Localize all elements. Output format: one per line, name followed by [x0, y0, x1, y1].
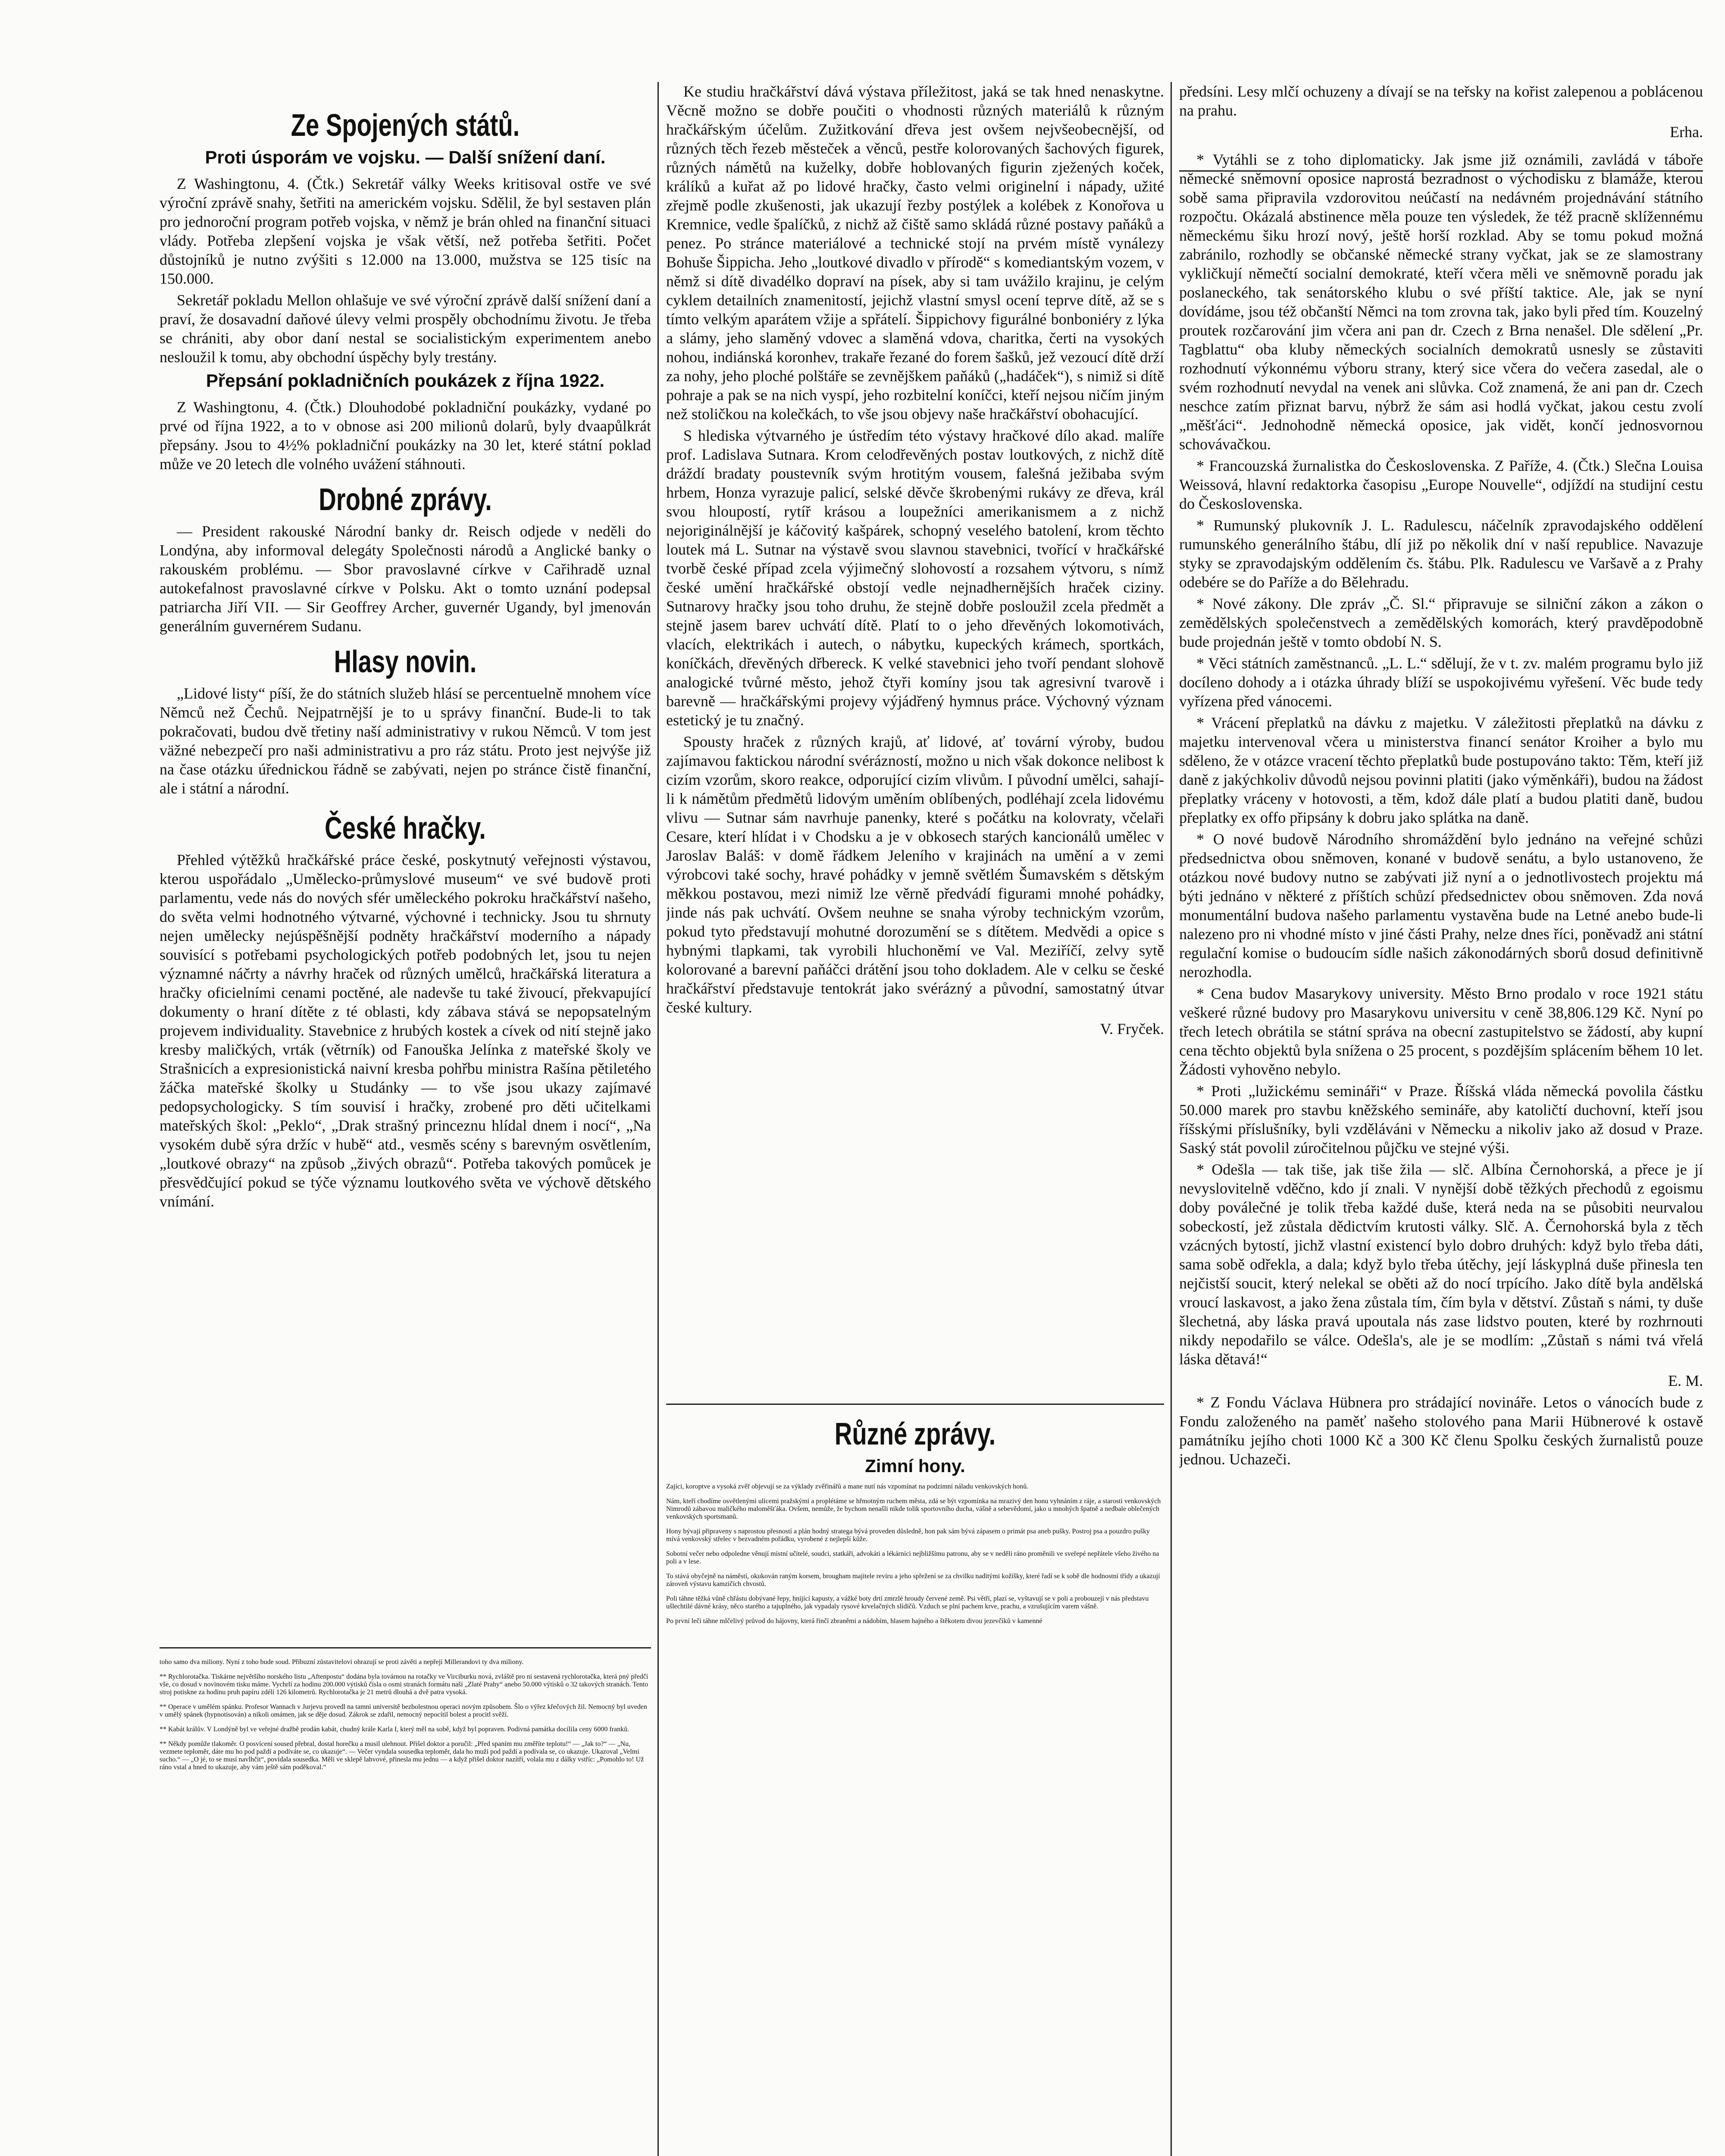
article-paragraph: ** Operace v umělém spánku. Profesor Wannach v Jurjevu provedl na tamní universitě bezbolestnou operaci novým způsobem. Šlo o výřez křečových žil. Nemocný byl uveden v umělý spánek (hypnotisován) a nikoli omámen, jak se děje dosud. Zákrok se zdařil, nemocný nepocítil bolest a procitl svěží.	[160, 1703, 647, 1718]
article-title-ruzne: Různé zprávy.	[834, 1417, 996, 1451]
article-paragraph: ** Rychlorotačka. Tiskárne největšího norského listu „Aftenpostu“ dodána byla továrnou na rotačky ve Virciburku nová, zvláště pro ni sestavená rychlorotačka, která pný předčí vše, co dosud v novinovém tisku máme. Vychrlí za hodinu 200.000 výtisků čísla o osmi stranách formátu naší „Zlaté Prahy“ anebo 50.000 výtisků o 32 takových stranách. Tento stroj potiskne za hodinu pruh papíru zdélí 126 kilometrů. Rychlorotačka je 21 metrů dlouhá a dvě patra vysoká.	[160, 1673, 648, 1696]
article-subtitle-prepsani: Přepsání pokladničních poukázek z října 1922.	[206, 370, 605, 391]
article-paragraph: * Odešla — tak tiše, jak tiše žila — slč. Albína Černohorská, a přece je jí nevyslovitelně vděčno, kdo jí znali. V nynější době těžkých přechodů z egoismu doby poválečné je tolik třeba každé duše, která neda na se působiti neurvalou sobeckostí, jež zůstala dědictvím krutosti války. Slč. A. Černohorská byla z těch vzácných bytostí, jichž vlastní existencí bylo dobro druhých: když bylo třeba dáti, sama sobě odřekla, a dala; když bylo třeba útěchy, její láskyplná duše přinesla ten nejčistší soucit, který nelekal se oběti až do nocí trpícího. Jako dítě byla andělská vroucí laskavost, a jako žena zůstala tím, čím byla v dětství. Zůstaň s námi, ty duše šlechetná, aby láska pravá upoutala nás zase lidstvo pouten, které by rozhrnouti nikdy nepodařilo se válce. Odešla's, ale je se modlím: „Zůstaň s námi tvá vřelá láska dětavá!“	[1179, 1161, 1703, 1368]
article-paragraph: předsíni. Lesy mlčí ochuzeny a dívají se na teřsky na kořist zalepenou a poblácenou na prahu.	[1179, 83, 1703, 119]
section-rule-col1	[160, 1647, 651, 1648]
article-paragraph: Sekretář pokladu Mellon ohlašuje ve své výroční zprávě další snížení daní a praví, že dosavadní daňové úlevy velmi prospěly obchodnímu životu. Je třeba se chrániti, aby obor daní nestal se socialistickým experimentem anebo nesloužil k tomu, aby obchodní úspěchy byly trestány.	[160, 291, 651, 366]
article-paragraph: Zajíci, koroptve a vysoká zvěř objevují se za výklady zvěřinářů a mane nutí nás vzpomínat na podzimní náladu venkovských honů.	[666, 1483, 1029, 1490]
article-paragraph: Po první leči táhne mlčelivý průvod do hájovny, která řinčí zbraněmi a nádobím, hlasem hajného a štěkotem divou jezevčíků v kamenné	[666, 1617, 1043, 1625]
article-paragraph: Ke studiu hračkářství dává výstava příležitost, jaká se tak hned nenaskytne. Věcně možno se dobře poučiti o vhodnosti různých materiálů k různým hračkářským účelům. Zužitkování dřeva jest ovšem nejvšeobecnější, od různých těch řezeb městeček a věnců, pestře kolorovaných šachových figurek, různých námětů na kuželky, dobře hoblovaných figurin zježených koček, králíků a kuřat až po lidové hračky, často velmi originelní i nápady, užité zřejmě podle zkušenosti, jak ukazují řezby postýlek a kolébek z Konořova u Kremnice, vedle špalíčků, z nichž až čiště samo skládá různé postavy paňáků a penez. Po stránce materiálové a technické stojí na prvém místě vynálezy Bohuše Šippicha. Jeho „loutkové divadlo v přírodě“ s komediantským vozem, v němž si dítě divadélko dopraví na písek, aby si tam uvážilo krajinu, je celým cyklem detailních znamenitostí, jejichž vlastní smysl ocení teprve dítě, až se s tímto velkým aparátem vžije a spřátelí. Šippichovy figurálné bonboniéry z lýka a slámy, jeho slaměný vdovec a slaměná vdova, charitka, čerti na vysokých nohou, indiánská koronhev, trakaře řezané do forem šašků, jež vezoucí dítě drží za nohy, jeho ploché polštáře se zevnějškem paňáků („hadáček“), s nimiž si dítě pohraje a pak se na nich vyspí, jeho rozbitelní koníčci, kteří nejsou ničím jiným než stoličkou na kolečkách, to vše jsou objevy naše hračkářství obohacující.	[666, 83, 1164, 423]
article-paragraph: * Rumunský plukovník J. L. Radulescu, náčelník zpravodajského oddělení rumunského generálního štábu, dlí již po několik dní v naší republice. Navazuje styky se zpravodajským oddělením čs. štábu. Plk. Radulescu ve Varšavě a z Prahy odebére se do Paříže a do Bělehradu.	[1179, 517, 1703, 591]
article-paragraph: * Cena budov Masarykovy university. Město Brno prodalo v roce 1921 státu veškeré různé budovy pro Masarykovu universitu v ceně 38,806.129 Kč. Nyní po třech letech obrátila se státní správa na obecní zastupitelstvo se žádostí, aby kupní cena těchto objektů byla snížena o 25 procent, s pozdějším splácením během 10 let. Žádosti vyhověno nebylo.	[1179, 985, 1703, 1078]
article-title-spojene-staty: Ze Spojených států.	[291, 108, 520, 143]
column-2	[666, 82, 1164, 1393]
article-paragraph: Poli táhne těžká vůně chřástu dobývané řepy, hnijící kapusty, a vážké boty drtí zmrzlé hroudy červené země. Psi větří, plazí se, vyštavují se v poli a probouzejí v nás představu ušlechtilé dávné krásy, něco starého a tajuplného, jak vypadaly rysové krvelačných slídičů. Vzduch se plní pachem krve, prachu, a vzrušujícím varem vášně.	[666, 1595, 1149, 1610]
article-paragraph: Nám, kteří chodíme osvětlenými ulicemi pražskými a proplétáme se hřmotným ruchem města, zdá se být vzpomínka na mrazivý den honu vyhnáním z ráje, a starosti venkovských Nimrodů zábavou maličkého maloměšťáka. Ovšem, nemůže, že bychom nenašli nikde tolik sportovního ducha, vášně a sebevědomí, jako u mnohých špatně a nedbale oblečených venkovských sportsmanů.	[666, 1498, 1161, 1520]
article-signature: V. Fryček.	[1100, 1020, 1164, 1037]
column-3	[1179, 82, 1703, 2156]
article-paragraph: ** Někdy pomůže tlakoměr. O posvícení soused přebral, dostal horečku a musil ulehnout. Přišel doktor a poručil: „Před spaním mu změříte teplotu!“ — „Jak to?“ — „Nu, vezmete teploměr, dáte mu ho pod paždí a podíváte se, co ukazuje“. — Večer vyndala sousedka teploměr, dala ho muži pod paždí a podívala se, co ukazuje. Ukazoval „Velmi sucho.“ — „O jé, to se musí navlhčit“, povídala sousedka. Měli ve sklepě lahvové, přinesla mu jednu — a když přišel doktor nazítří, volala mu z dálky vstříc: „Pomohlo to! Už ráno vstal a hned to ukazuje, aby vám ještě sám poděkoval.“	[160, 1740, 644, 1771]
article-paragraph: toho samo dva miliony. Nyní z toho bude soud. Příbuzní zůstavitelovi ohrazují se proti závěti a nepřejí Millerandovi ty dva miliony.	[160, 1658, 524, 1666]
article-paragraph: ** Kabát králův. V Londýně byl ve veřejné dražbě prodán kabát, chudný krále Karla I, který měl na sobě, když byl popraven. Podivná památka docílila ceny 6000 franků.	[160, 1726, 629, 1733]
article-title-hlasy: Hlasy novin.	[334, 645, 477, 679]
article-paragraph: * Proti „lužickému semináři“ v Praze. Říšská vláda německá povolila částku 50.000 marek pro stavbu kněžského semináře, aby katoličtí duchovní, kteří jsou říšskými příslušníky, byli vzděláváni v Německu a nikoliv jako až dosud v Praze. Saský stát povolil zúročitelnou půjčku ve stejné výši.	[1179, 1082, 1703, 1156]
article-paragraph: Hony bývají připraveny s naprostou přesností a plán hodný stratega bývá proveden důsledně, hon pak sám bývá zápasem o primát psa aneb pušky. Postroj psa a pouzdro pušky mívá venkovský střelec v bezvadném pořádku, vyrobené z nejlepší kůže.	[666, 1528, 1150, 1543]
article-signature: Erha.	[1670, 123, 1703, 141]
column-rule-2	[1171, 82, 1172, 2156]
article-paragraph: Spousty hraček z různých krajů, ať lidové, ať tovární výroby, budou zajímavou faktickou národní svérázností, možno u nich však dokonce nelibost k cizím vzorům, skoro reakce, odporující cizím vlivům. I původní umělci, sahají-li k námětům předmětů lidovým uměním oblíbených, podléhají zcela lidovému vlivu — Sutnar sám navrhuje panenky, které s počátku na kolovraty, včelaři Cesare, kterí hlídat i v Chodsku a je v obkosech starých kancionálů umělec v Jaroslav Baláš: v domě řádkem Jeleního v krajinách na umění a v zemi výrobcovi také sochy, hravé pohádky v jemně světlém Šumavském s dětským měkkou postavou, mezi nimiž lze věrně předvádí figurami mnohé pohádky, jinde nás pak uchvátí. Ovšem neuhne se snaha výroby technickým vzorům, pokud tyto představují mohutné dorozumění se s dítětem. Medvědi a opice s hybnými tlapkami, tak vyrobili hluchoněmí ve Val. Meziříčí, zelvy sytě kolorované a barevní paňáčci drátění jsou toho dokladem. Ale v celku se české hračkářství představuje tentokrát jako svérázný a původní, samostatný útvar české kultury.	[666, 733, 1164, 1016]
article-paragraph: * Vytáhli se z toho diplomaticky. Jak jsme již oznámili, zavládá v táboře německé sněmovní oposice naprostá bezradnost o východisku z blamáže, kterou sobě sama připravila vzdorovitou neúčastí na nedávném projednávání státního rozpočtu. Okázalá abstinence měla pouze ten výsledek, že též pracně sklížennému německému šiku hrozí nový, ještě horší rozklad. Aby se tomu pokud možná zabránilo, rozhodly se občanské německé strany vyčkat, jak se ze slamostrany vykličkují němečtí socialní demokraté, kteří včera měli ve sněmovně poradu jak poslaneckého, tak senátorského klubu o své příští taktice. Ale, jak se nyní dovídáme, jsou též občanští Němci na tom zrovna tak, jako byli před tím. Kouzelný proutek rozčarování jim včera ani pan dr. Czech z Brna nenašel. Dle sdělení „Pr. Tagblattu“ oba kluby německých socialních demokratů usnesly se zůstaviti rozhodnutí výkonnému výboru strany, který sice včera do večera zasedal, ale o svém rozhodnutí nevydal na venek ani slůvka. Což znamená, že ani pan dr. Czech neschce zatím přiznat barvu, nýbrž že sám asi hodlá vyčkat, jakou cestu zvolí „měšťáci“. Jednohodně německá oposice, jak vidět, končí jednosvornou schovávačkou.	[1179, 151, 1703, 453]
article-paragraph: Sobotní večer nebo odpoledne věnují místní učitelé, soudci, statkáři, advokáti a lékárníci nejbližšímu patronu, aby se v neděli ráno proměnili ve sveřepé nepřátele všeho živého na poli a v lese.	[666, 1550, 1159, 1565]
article-paragraph: * O nové budově Národního shromáždění bylo jednáno na veřejné schůzi předsednictva obou sněmoven, konané v budově senátu, a bylo ustanoveno, že otázkou nové budovy nutno se zabývati již nyní a o jednotlivostech projektu má býti jednáno v některé z příštích schůzí předsednictev obou sněmoven. Zda nová monumentální budova našeho parlamentu vystavěna bude na Letné anebo bude-li nalezeno pro ni vhodné místo v jiné části Prahy, nelze dnes říci, poněvadž ani státní regulační komise o budoucím sídle našich zákonodárných sborů dosud definitivně nerozhodla.	[1179, 830, 1703, 981]
column-1-bottom	[160, 1651, 651, 2156]
article-paragraph: * Věci státních zaměstnanců. „L. L.“ sdělují, že v t. zv. malém programu bylo již docíleno dohody a i otázka úhrady blíží se uspokojivému vyřešení. Věc bude tedy vyřízena před vánocemi.	[1179, 655, 1703, 710]
article-paragraph: — President rakouské Národní banky dr. Reisch odjede v neděli do Londýna, aby informoval delegáty Společnosti národů a Anglické banky o rakouském problému. — Sbor pravoslavné církve v Cařihradě uznal autokefalnost pravoslavné církve v Polsku. Akt o tomto uznání podepsal patriarcha Jiří VII. — Sir Geoffrey Archer, guvernér Ugandy, byl jmenován generálním guvernérem Sudanu.	[160, 523, 651, 635]
article-title-hracky: České hračky.	[325, 811, 486, 846]
article-paragraph: * Francouzská žurnalistka do Československa. Z Paříže, 4. (Čtk.) Slečna Louisa Weissová, hlavní redaktorka časopisu „Europe Nouvelle“, odjíždí na studijní cestu do Československa.	[1179, 457, 1703, 512]
article-subtitle-usporam: Proti úsporám ve vojsku. — Další snížení daní.	[205, 147, 606, 167]
article-signature: E. M.	[1668, 1372, 1703, 1389]
article-paragraph: Přehled výtěžků hračkářské práce české, poskytnutý veřejnosti výstavou, kterou uspořádalo „Umělecko-průmyslové museum“ ve své budově proti parlamentu, vede nás do nových sfér uměleckého pokroku hračkářství našeho, do světa velmi hodnotného výtvarné, výchovné i technicky. Jsou tu shrnuty nejen umělecky nejúspěšnější podněty hračkářství moderního a nápady souvisící s potřebami psychologických potřeb podobných let, jsou tu nejen významné náčrty a návrhy hraček od různých umělců, hračkářská literatura a hračky oficielními cenami poctěné, ale nadevše tu také živoucí, překvapující dokumenty o hraní dítěte z té oblasti, kdy zábava stává se nepopsatelným projevem individuality. Stavebnice z hrubých kostek a cívek od nití stejně jako kresby maličkých, vrták (větrník) od Fanouška Jelínka z mateřské školy ve Strašnicích a expresionistická naivní kresba pohřbu ministra Rašína pětiletého žáčka mateřské školky u Studánky — to vše jsou ukazy zajímavé pedopsychologicky. S tím souvisí i hračky, zrobené pro děti učitelkami mateřských škol: „Peklo“, „Drak strašný princeznu hlídal dnem i nocí“, „Na vysokém dubě sýra držíc v hubě“ atd., vesměs scény s barevným osvětlením, „loutkové obrazy“ na způsob „živých obrazů“. Potřeba takových pomůcek je přesvědčující pokud se týče významu loutkového světa ve výchově dětského vnímání.	[160, 851, 651, 1210]
article-paragraph: „Lidové listy“ píší, že do státních služeb hlásí se percentuelně mnohem více Němců než Čechů. Nejpatrnější je to u správy finanční. Bude-li to tak pokračovati, budou dvě třetiny naší administrativy v rukou Němců. V tom jest väžné nebezpečí pro naši administrativu a pro ráz státu. Proto jest nejvýše již na čase otázku úřednickou řádně se zabývati, nejen po stránce čistě finanční, ale i státní a národní.	[160, 685, 651, 797]
column-rule-1	[657, 82, 659, 2156]
column-2-bottom	[666, 1408, 1164, 2156]
article-subtitle-zimni-hony: Zimní hony.	[865, 1456, 965, 1476]
article-paragraph: * Nové zákony. Dle zpráv „Č. Sl.“ připravuje se silniční zákon a zákon o zemědělských společenstvech a zemědělských komorách, který pravděpodobně bude projednán ještě v tomto období N. S.	[1179, 595, 1703, 650]
section-rule-col2	[666, 1404, 1164, 1405]
article-paragraph: Z Washingtonu, 4. (Čtk.) Sekretář války Weeks kritisoval ostře ve své výroční zprávě snahy, šetřiti na americkém vojsku. Sdělil, že byl sestaven plán pro jednoroční program potřeb vojska, v němž je brán ohled na finanční situaci vlády. Potřeba zlepšení vojska je však větší, než potřeba šetřiti. Počet důstojníků je nutno zvýšiti s 12.000 na 13.000, mužstva se 125 tisíc na 150.000.	[160, 175, 651, 287]
article-paragraph: To stává obyčejně na náměstí, okukován raným korsem, brougham majitele revíru a jeho spřežení se za chvilku naditými kožíšky, které řadí se k sobě dle hodnostní třídy a ukazují zároveň výstavu kamzičích chvostů.	[666, 1573, 1160, 1588]
column-1	[160, 82, 651, 1643]
article-paragraph: * Z Fondu Václava Hübnera pro strádající novináře. Letos o vánocích bude z Fondu založeného na paměť našeho stolového pana Marii Hübnerové k ostavě památníku jejího choti 1000 Kč a 300 Kč členu Spolku českých žurnalistů pouze jednou. Uchazeči.	[1179, 1394, 1703, 1468]
article-paragraph: S hlediska výtvarného je ústředím této výstavy hračkové dílo akad. malíře prof. Ladislava Sutnara. Krom celodřevěných postav loutkových, z nichž dítě dráždí bradaty poustevník svým hrotitým vousem, falešná ježibaba svým hrbem, Honza vyrazuje palicí, selské děvče škrobenými rukávy ze dřeva, král svou hloupostí, rytíř krásou a loupežníci amerikanismem a z nichž nejoriginálnější je káčovitý kašpárek, schopný veselého batolení, krom těchto loutek má L. Sutnar na výstavě svou slavnou stavebnici, tvořící v hračkářské tvorbě české případ zcela výjimečný slohovostí a rozsahem výtvoru, s nímž české umění hračkářské obstojí vedle nejnadhernějších hraček ciziny. Sutnarovy hračky jsou toho druhu, že stejně dobře posloužil zcela předmět a stejně jasem barev uchvátí dítě. Platí to o jeho dřevěných lokomotivách, vlacích, elektrikách i autech, o nábytku, kupeckých krámech, sportkách, koníčkách, dřevěných dřbereck. K velké stavebnici jeho tvoří pendant slohově analogické tvůrné město, jehož čtyři komíny jsou tak agresivní tvarově i barevně — hračkářskými projevy výjádřený hymnus práce. Výchovný význam estetický je tu značný.	[666, 427, 1164, 729]
article-title-drobne: Drobné zprávy.	[319, 483, 492, 517]
article-paragraph: * Vrácení přeplatků na dávku z majetku. V záležitosti přeplatků na dávku z majetku intervenoval včera u ministerstva financí senátor Kroiher a bylo mu sděleno, že v otázce vracení těchto přeplatků bude postupováno takto: Těm, kteří již daně z jakýchkoliv důvodů nejsou povinni platiti (jako výměnkáři), budou na žádost přeplatky vráceny v hotovosti, a těm, kdož dále platí a budou platiti daně, budou přeplatky ex offo připsány k dobru jako splátka na daně.	[1179, 714, 1703, 826]
article-paragraph: Z Washingtonu, 4. (Čtk.) Dlouhodobé pokladniční poukázky, vydané po prvé od října 1922, a to v obnose asi 200 milionů dolarů, byly dvaapůlkrát přepsány. Jsou to 4½% pokladniční poukázky na 30 let, které státní poklad může ve 20 letech dle volného uvážení stáhnouti.	[160, 398, 651, 473]
